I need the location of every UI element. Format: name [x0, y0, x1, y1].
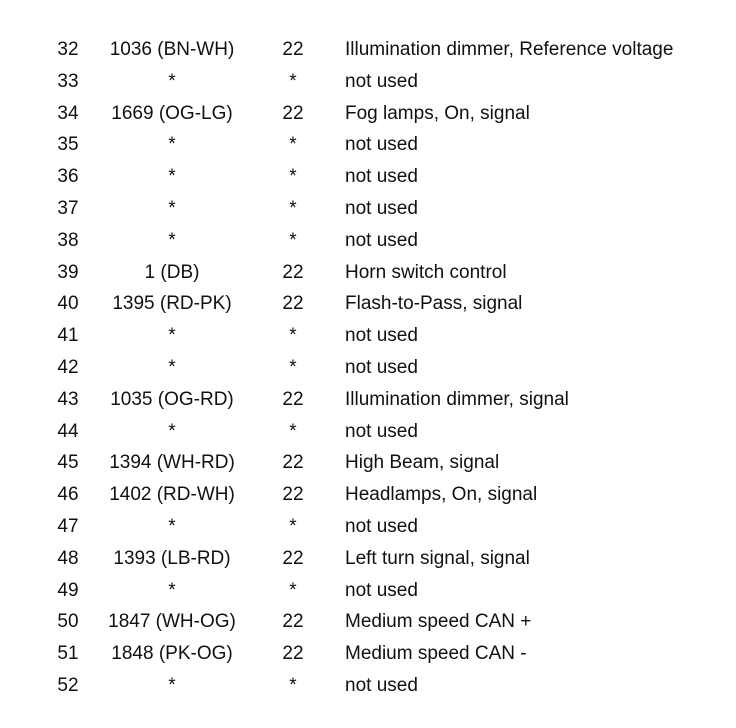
circuit-code: *: [168, 515, 176, 537]
circuit-function: not used: [345, 134, 418, 156]
wire-gauge: 22: [282, 611, 304, 633]
pin-number: 38: [57, 229, 79, 251]
circuit-code: *: [168, 325, 176, 347]
wire-gauge: 22: [282, 643, 304, 665]
table-row: [0, 447, 736, 479]
pin-number: 40: [57, 293, 79, 315]
circuit-function: not used: [345, 420, 418, 442]
circuit-code: 1 (DB): [144, 261, 200, 283]
circuit-function: Illumination dimmer, Reference voltage: [345, 39, 674, 60]
circuit-code: *: [168, 70, 176, 92]
circuit-code: 1847 (WH-OG): [108, 611, 236, 633]
table-row: [0, 575, 736, 607]
circuit-code: *: [168, 420, 176, 442]
circuit-code: *: [168, 674, 176, 696]
circuit-code: *: [168, 229, 176, 251]
wire-gauge: *: [289, 134, 297, 156]
table-row: [0, 638, 736, 670]
circuit-function: not used: [345, 325, 418, 347]
pin-number: 41: [57, 325, 79, 347]
circuit-code: 1394 (WH-RD): [109, 452, 235, 474]
circuit-code: 1393 (LB-RD): [113, 547, 231, 569]
wire-gauge: *: [289, 166, 297, 188]
pin-number: 34: [57, 102, 79, 124]
table-row: [0, 479, 736, 511]
circuit-function: not used: [345, 579, 418, 601]
wire-gauge: *: [289, 579, 297, 601]
circuit-code: 1036 (BN-WH): [109, 39, 235, 60]
wire-gauge: 22: [282, 484, 304, 506]
circuit-function: Flash-to-Pass, signal: [345, 293, 523, 315]
wire-gauge: *: [289, 356, 297, 378]
table-row: [0, 670, 736, 702]
table-row: [0, 606, 736, 638]
circuit-function: Medium speed CAN -: [345, 643, 527, 665]
circuit-code: 1395 (RD-PK): [112, 293, 232, 315]
table-row: [0, 34, 736, 66]
circuit-code: 1402 (RD-WH): [109, 484, 235, 506]
circuit-code: *: [168, 134, 176, 156]
pin-number: 46: [57, 484, 79, 506]
table-row: [0, 66, 736, 98]
circuit-code: *: [168, 166, 176, 188]
circuit-function: Fog lamps, On, signal: [345, 102, 530, 124]
pin-number: 39: [57, 261, 79, 283]
circuit-function: not used: [345, 356, 418, 378]
circuit-function: not used: [345, 674, 418, 696]
table-row: [0, 320, 736, 352]
pin-number: 50: [57, 611, 79, 633]
circuit-function: Medium speed CAN +: [345, 611, 532, 633]
pin-number: 35: [57, 134, 79, 156]
table-row: [0, 352, 736, 384]
pin-number: 44: [57, 420, 79, 442]
table-row: [0, 161, 736, 193]
circuit-function: not used: [345, 229, 418, 251]
table-row: [0, 543, 736, 575]
table-row: [0, 416, 736, 448]
circuit-function: Headlamps, On, signal: [345, 484, 538, 506]
circuit-code: 1848 (PK-OG): [111, 643, 233, 665]
pin-number: 48: [57, 547, 79, 569]
pin-number: 36: [57, 166, 79, 188]
circuit-function: Illumination dimmer, signal: [345, 388, 569, 410]
circuit-code: 1035 (OG-RD): [110, 388, 234, 410]
circuit-function: not used: [345, 70, 418, 92]
circuit-function: not used: [345, 166, 418, 188]
circuit-code: 1669 (OG-LG): [111, 102, 233, 124]
circuit-function: High Beam, signal: [345, 452, 500, 474]
wire-gauge: *: [289, 515, 297, 537]
wire-gauge: *: [289, 197, 297, 219]
wire-gauge: *: [289, 70, 297, 92]
wire-gauge: 22: [282, 388, 304, 410]
wire-gauge: *: [289, 674, 297, 696]
wire-gauge: *: [289, 325, 297, 347]
table-row: [0, 288, 736, 320]
table-row: [0, 511, 736, 543]
circuit-code: *: [168, 356, 176, 378]
pin-number: 32: [57, 39, 79, 60]
pin-number: 37: [57, 197, 79, 219]
wire-gauge: 22: [282, 452, 304, 474]
wire-gauge: 22: [282, 102, 304, 124]
pin-number: 47: [57, 515, 79, 537]
wire-gauge: 22: [282, 547, 304, 569]
table-row: [0, 384, 736, 416]
wire-gauge: 22: [282, 261, 304, 283]
pin-table: [0, 34, 736, 702]
circuit-function: Left turn signal, signal: [345, 547, 530, 569]
pin-number: 45: [57, 452, 79, 474]
wire-gauge: *: [289, 420, 297, 442]
wire-gauge: 22: [282, 293, 304, 315]
pin-number: 43: [57, 388, 79, 410]
table-row: [0, 225, 736, 257]
pin-number: 33: [57, 70, 79, 92]
circuit-function: not used: [345, 515, 418, 537]
pin-number: 51: [57, 643, 79, 665]
circuit-function: not used: [345, 197, 418, 219]
circuit-code: *: [168, 197, 176, 219]
circuit-code: *: [168, 579, 176, 601]
table-row: [0, 193, 736, 225]
table-row: [0, 129, 736, 161]
pin-number: 42: [57, 356, 79, 378]
wire-gauge: *: [289, 229, 297, 251]
table-row: [0, 257, 736, 289]
pin-number: 52: [57, 674, 79, 696]
circuit-function: Horn switch control: [345, 261, 507, 283]
table-row: [0, 98, 736, 130]
pin-number: 49: [57, 579, 79, 601]
wire-gauge: 22: [282, 39, 304, 60]
